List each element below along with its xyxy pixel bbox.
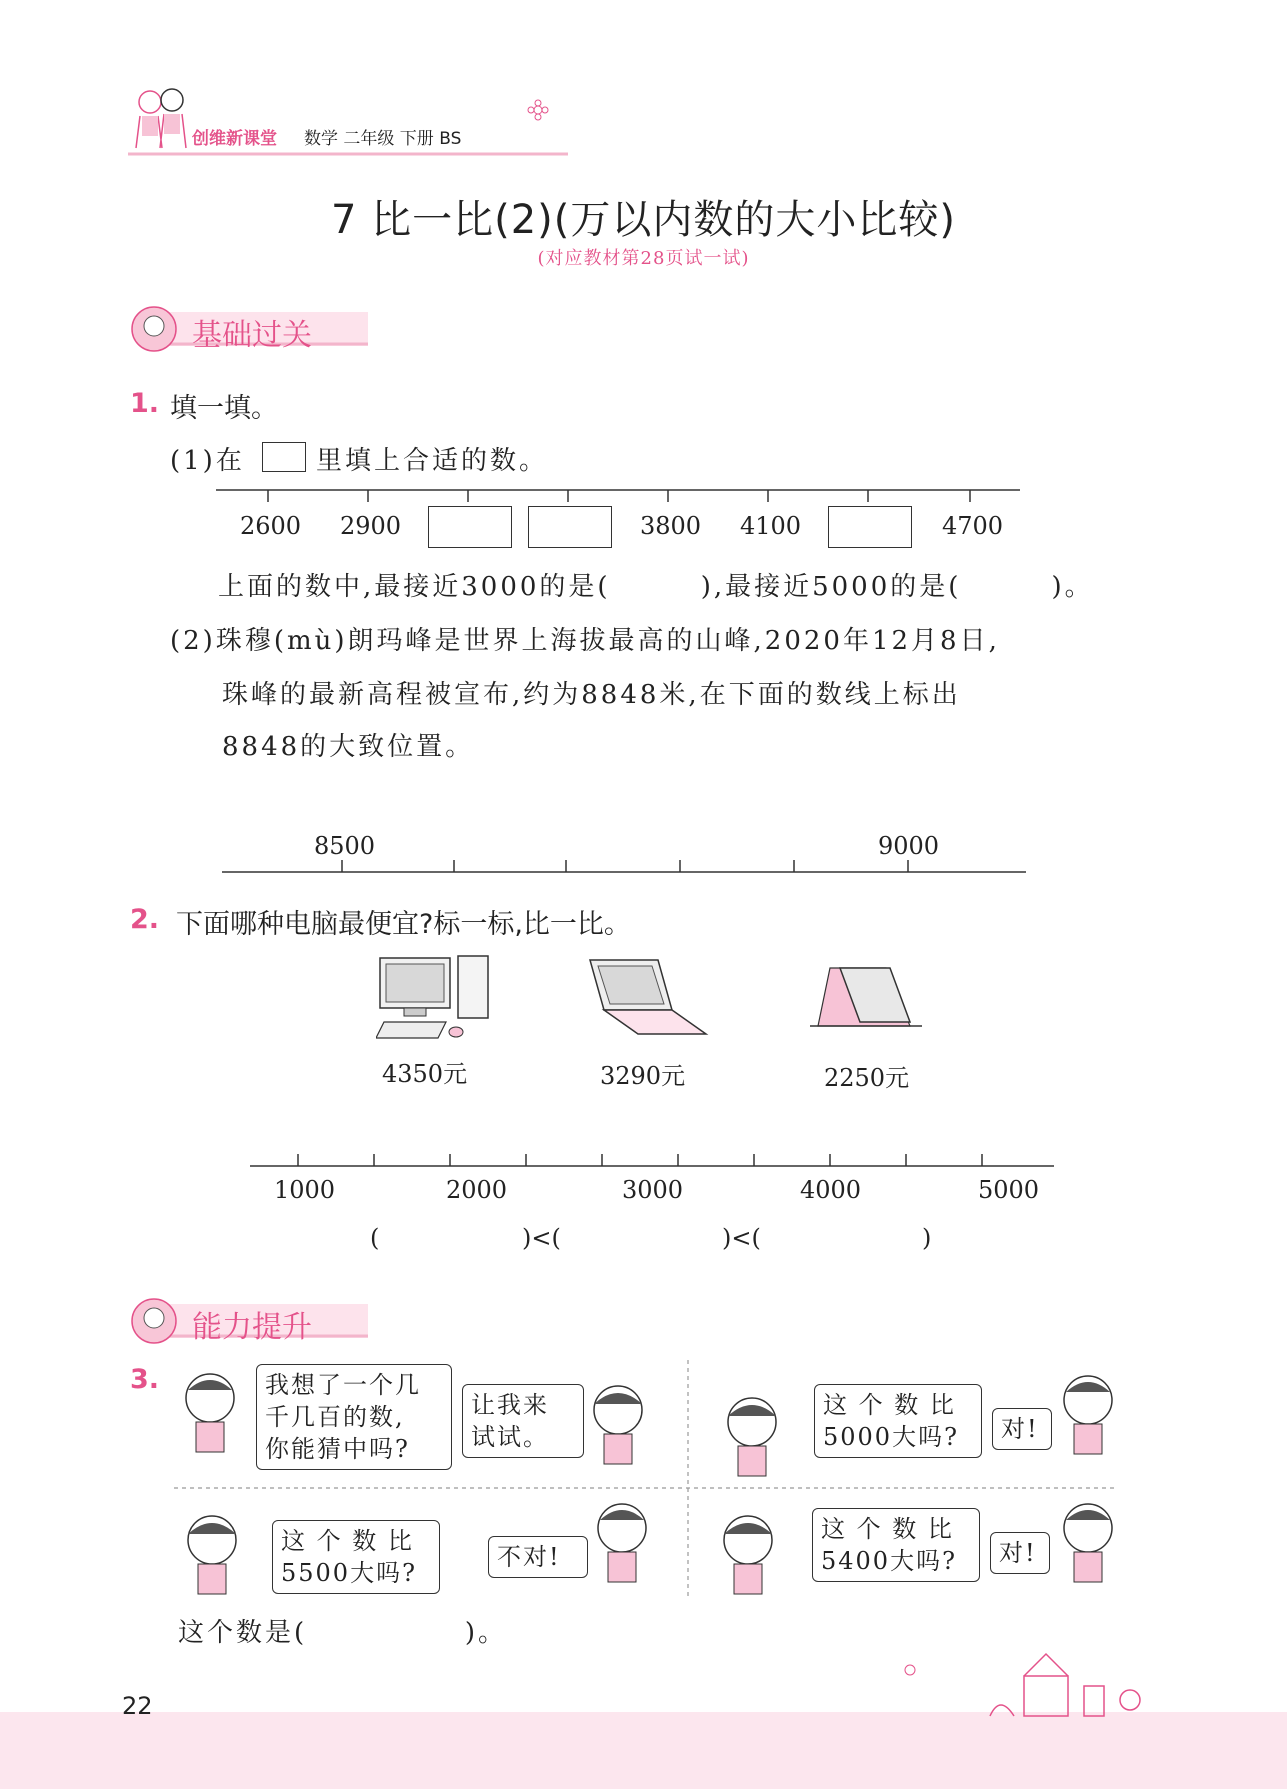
number-line-2[interactable] (222, 856, 1026, 876)
q1-title: 填一填。 (170, 393, 278, 424)
page-subtitle: (对应教材第28页试一试) (537, 248, 750, 269)
section-title-advanced: 能力提升 (192, 1310, 312, 1345)
q1-part2-line1: (2)珠穆(mù)朗玛峰是世界上海拔最高的山峰,2020年12月8日, (170, 626, 1000, 656)
number-line-1 (216, 480, 1020, 504)
tick-label: 2000 (446, 1176, 508, 1204)
compare-close: ) (922, 1224, 932, 1252)
speech-bubble: 这 个 数 比 5000大吗? (814, 1384, 982, 1458)
speech-bubble: 这 个 数 比 5500大吗? (272, 1520, 440, 1594)
laptop-icon (586, 956, 712, 1046)
boy-icon (586, 1498, 662, 1598)
answer-box[interactable] (828, 506, 912, 548)
answer-box-sample (262, 442, 306, 472)
price-tablet: 2250元 (824, 1064, 910, 1092)
speech-bubble: 对! (990, 1532, 1050, 1574)
speech-bubble: 我想了一个几 千几百的数, 你能猜中吗? (256, 1364, 452, 1470)
q2-title: 下面哪种电脑最便宜?标一标,比一比。 (176, 909, 631, 940)
speech-bubble: 对! (992, 1408, 1052, 1450)
answer-box[interactable] (428, 506, 512, 548)
tablet-icon (810, 962, 928, 1040)
desktop-computer-icon (376, 952, 496, 1048)
tick-label: 4000 (800, 1176, 862, 1204)
speech-bubble: 不对! (488, 1536, 588, 1578)
compare-open: ( (370, 1224, 380, 1252)
q1-part1-answer: 上面的数中,最接近3000的是( ),最接近5000的是( )。 (218, 572, 1094, 602)
girl-icon (712, 1510, 788, 1606)
page-number: 22 (122, 1692, 153, 1720)
q1-part1-suffix: 里填上合适的数。 (316, 446, 549, 476)
tick-label: 2600 (240, 512, 302, 540)
compare-lt: )<( (722, 1224, 761, 1252)
girl-icon (176, 1510, 252, 1606)
header-brand: 创维新课堂 (192, 129, 277, 149)
tick-label: 5000 (978, 1176, 1040, 1204)
q3-answer: 这个数是( )。 (178, 1618, 507, 1648)
page-title: 7 比一比(2)(万以内数的大小比较) (330, 197, 957, 243)
compare-lt: )<( (522, 1224, 561, 1252)
speech-bubble: 让我来 试试。 (462, 1384, 584, 1458)
tick-label: 2900 (340, 512, 402, 540)
tick-label: 4700 (942, 512, 1004, 540)
q1-number: 1. (130, 388, 160, 419)
boy-icon (174, 1370, 250, 1466)
price-laptop: 3290元 (600, 1062, 686, 1090)
header-underline (128, 150, 568, 158)
boy-icon (1052, 1498, 1128, 1598)
answer-box[interactable] (528, 506, 612, 548)
q1-part2-line3: 8848的大致位置。 (222, 732, 475, 762)
tick-label: 3800 (640, 512, 702, 540)
q2-number: 2. (130, 904, 160, 935)
header-meta: 数学 二年级 下册 BS (304, 129, 462, 149)
section-title-basic: 基础过关 (192, 318, 312, 353)
speech-bubble: 这 个 数 比 5400大吗? (812, 1508, 980, 1582)
girl-icon (582, 1380, 658, 1476)
boy-icon (1052, 1370, 1128, 1470)
flower-icon (526, 98, 550, 122)
tick-label: 4100 (740, 512, 802, 540)
price-desktop: 4350元 (382, 1060, 468, 1088)
footer-band (0, 1712, 1287, 1789)
q1-part1-prefix: (1)在 (170, 446, 245, 476)
castle-icon (880, 1650, 1160, 1720)
girl-icon (716, 1392, 792, 1488)
tick-label: 1000 (274, 1176, 336, 1204)
tick-label: 3000 (622, 1176, 684, 1204)
tick-label: 9000 (878, 832, 940, 860)
header-kids-icon (128, 86, 192, 156)
number-line-3[interactable] (250, 1150, 1054, 1174)
q1-part2-line2: 珠峰的最新高程被宣布,约为8848米,在下面的数线上标出 (222, 680, 961, 710)
tick-label: 8500 (314, 832, 376, 860)
q3-number: 3. (130, 1364, 160, 1395)
